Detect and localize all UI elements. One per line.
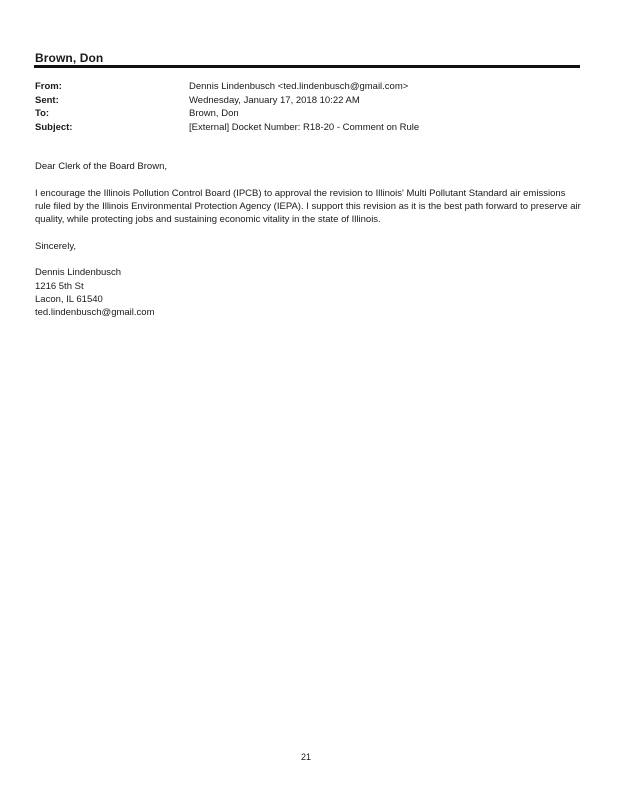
header-row-sent	[35, 94, 419, 108]
sent-label: Sent:	[35, 94, 59, 106]
signature-block	[35, 266, 583, 319]
header-divider	[34, 65, 580, 68]
from-value: Dennis Lindenbusch <ted.lindenbusch@gmail.com>	[189, 81, 409, 92]
header-row-subject	[35, 121, 419, 135]
mailbox-owner-name: Brown, Don	[35, 51, 104, 65]
email-header-block	[35, 80, 419, 134]
from-label: From:	[35, 81, 62, 92]
page-number: 21	[301, 752, 312, 762]
subject-value: [External] Docket Number: R18-20 - Comment on Rule	[189, 121, 420, 133]
to-value: Brown, Don	[189, 108, 239, 119]
closing: Sincerely,	[35, 240, 77, 252]
email-body	[35, 160, 583, 320]
signature-street: 1216 5th St	[35, 280, 84, 292]
header-row-to	[35, 107, 419, 121]
salutation: Dear Clerk of the Board Brown,	[35, 161, 168, 172]
signature-city: Lacon, IL 61540	[35, 293, 103, 305]
to-label: To:	[35, 108, 50, 119]
subject-label: Subject:	[35, 121, 73, 133]
body-paragraph: I encourage the Illinois Pollution Control Board (IPCB) to approval the revision to Illinois' Multi Pollutant Standard air emissions rule filed by the Illinois Environmental Protection Agency (IEPA). I support this revision as it is the best path forward to preserve air quality, while protecting jobs and sustaining economic vitality in the state of Illinois.	[35, 187, 581, 226]
sent-value: Wednesday, January 17, 2018 10:22 AM	[189, 94, 360, 106]
signature-email: ted.lindenbusch@gmail.com	[35, 307, 155, 319]
header-row-from	[35, 80, 419, 94]
signature-name: Dennis Lindenbusch	[35, 267, 122, 279]
